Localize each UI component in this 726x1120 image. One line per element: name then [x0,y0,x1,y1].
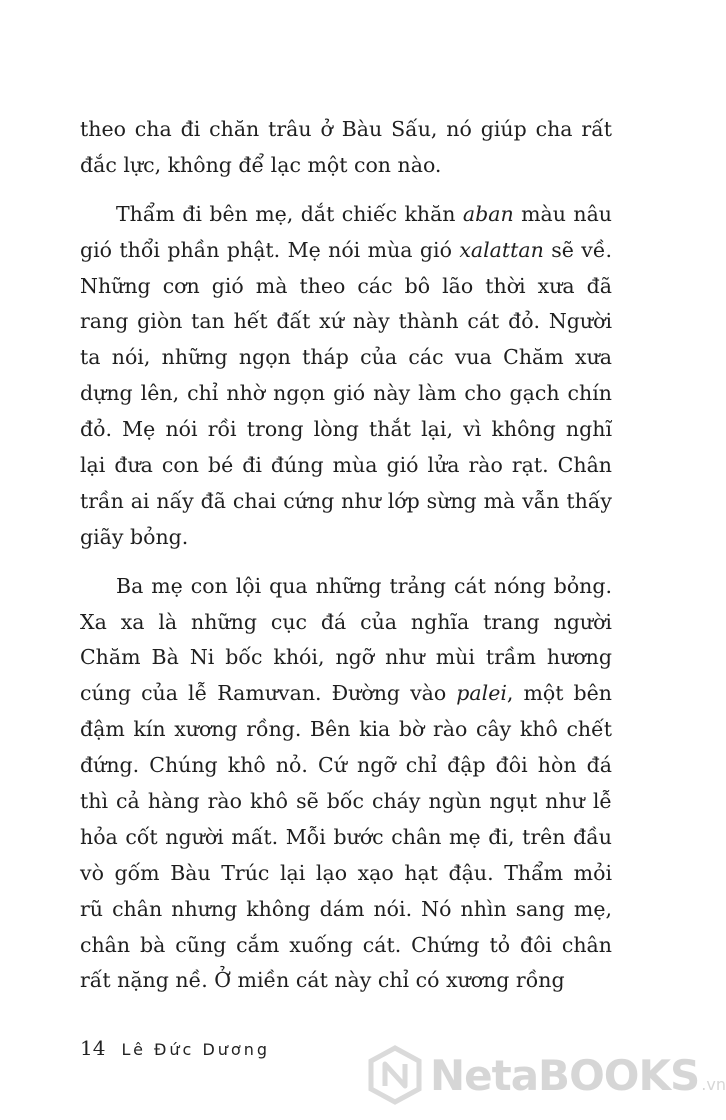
watermark-brand: NetaBOOKS [430,1050,700,1100]
text-line: chân bà cũng cắm xuống cát. Chứng tỏ đôi chân [80,932,612,957]
text-line: rũ chân nhưng không dám nói. Nó nhìn sang mẹ, [80,896,612,921]
body-text [80,112,612,999]
foreign-term: aban [462,201,514,226]
foreign-term: palei [456,681,507,706]
text-line: giãy bỏng. [80,524,189,549]
text-line: Ba mẹ con lội qua những trảng cát nóng bỏng. [116,573,612,598]
text-line: dựng lên, chỉ nhờ ngọn gió này làm cho gạch chín [80,381,612,406]
text-line: Xa xa là những cục đá của nghĩa trang người [80,609,612,634]
watermark-suffix: .vn [701,1075,726,1094]
text-line: hỏa cốt người mất. Mỗi bước chân mẹ đi, trên đầu [80,824,612,849]
text-line: đắc lực, không để lạc một con nào. [80,152,442,177]
text-line: đậm kín xương rồng. Bên kia bờ rào cây khô chết [80,717,612,742]
text-line: đứng. Chúng khô nỏ. Cứ ngỡ chỉ đập đôi hòn đá [80,753,612,778]
text-line: lại đưa con bé đi đúng mùa gió lửa rào rạt. Chân [80,453,612,478]
text-line: Những cơn gió mà theo các bô lão thời xưa đã [80,273,612,298]
netabooks-logo-icon [368,1046,422,1104]
text-line: cúng của lễ Ramưvan. Đường vào palei, một bên [80,681,612,706]
text-line: thì cả hàng rào khô sẽ bốc cháy ngùn ngụt như lễ [80,789,612,814]
paragraph-gap [80,556,612,569]
text-line: vò gốm Bàu Trúc lại lạo xạo hạt đậu. Thẩm mỏi [80,860,612,885]
foreign-term: xalattan [459,237,544,262]
text-line: theo cha đi chăn trâu ở Bàu Sấu, nó giúp cha rất [80,117,612,141]
page-footer [80,1036,270,1060]
text-line: rang giòn tan hết đất xứ này thành cát đỏ. Người [80,309,612,334]
text-line: gió thổi phần phật. Mẹ nói mùa gió xalattan sẽ về. [80,237,612,262]
text-line: ta nói, những ngọn tháp của các vua Chăm xưa [80,345,612,370]
paragraph-gap [80,184,612,197]
watermark [368,1046,726,1104]
text-line: Thẩm đi bên mẹ, dắt chiếc khăn aban màu nâu [116,201,612,226]
text-line: trần ai nấy đã chai cứng như lớp sừng mà vẫn thấy [80,488,612,513]
text-line: đỏ. Mẹ nói rồi trong lòng thắt lại, vì không nghĩ [80,417,612,442]
page-number: 14 [80,1036,106,1060]
text-line: Chăm Bà Ni bốc khói, ngỡ như mùi trầm hương [80,645,612,670]
text-line: rất nặng nề. Ở miền cát này chỉ có xương rồng [80,968,565,993]
author-name: Lê Đức Dương [121,1040,270,1059]
